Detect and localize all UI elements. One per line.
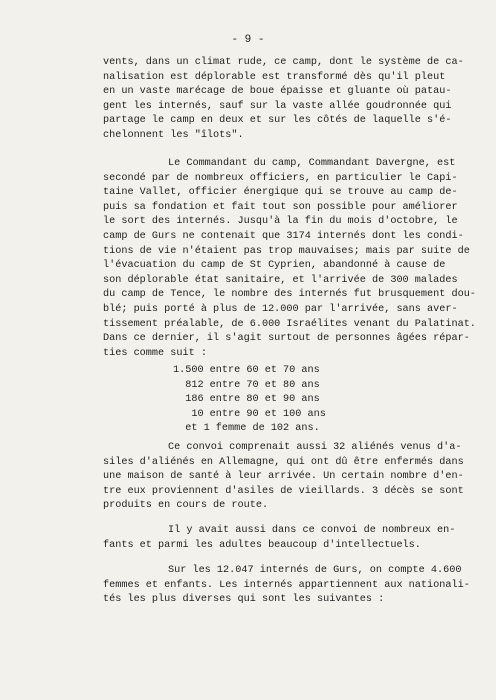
page-number: - 9 - bbox=[231, 34, 265, 46]
text-line: produits en cours de route. bbox=[103, 500, 269, 512]
text-line: camp de Gurs ne contenait que 3174 internés dont les condi- bbox=[103, 230, 464, 242]
text-line: en un vaste marécage de boue épaisse et gluante où patau- bbox=[103, 86, 452, 98]
text-line: puis sa fondation et fait tout son possible pour améliorer bbox=[103, 201, 458, 213]
text-line: Il y avait aussi dans ce convoi de nombreux en- bbox=[168, 525, 456, 536]
text-line: Ce convoi comprenait aussi 32 aliénés venus d'a- bbox=[168, 442, 462, 453]
text-line: ties comme suit : bbox=[103, 347, 207, 359]
text-line: l'évacuation du camp de St Cyprien, abandonné à cause de bbox=[103, 260, 446, 272]
text-line: vents, dans un climat rude, ce camp, dont le système de ca- bbox=[103, 57, 464, 68]
list-item: 812 entre 70 et 80 ans bbox=[173, 379, 320, 391]
text-line: Sur les 12.047 internés de Gurs, on compte 4.600 bbox=[168, 565, 462, 576]
text-line: siles d'aliénés en Allemagne, qui ont dû être enfermés dans bbox=[103, 456, 464, 468]
text-line: tissement préalable, de 6.000 Israélites venant du Palatinat. bbox=[103, 318, 476, 330]
text-line: partage le camp en deux et sur les côtés de laquelle s'é- bbox=[103, 115, 452, 127]
text-line: une maison de santé à leur arrivée. Un certain nombre d'en- bbox=[103, 471, 464, 483]
text-line: du camp de Tence, le nombre des internés fut brusquement dou- bbox=[103, 289, 476, 301]
text-line: tre eux proviennent d'asiles de vieillards. 3 décès se sont bbox=[103, 485, 464, 497]
text-line: chelonnent les "îlots". bbox=[103, 129, 244, 141]
text-line: tés les plus diverses qui sont les suivantes : bbox=[103, 594, 385, 606]
text-line: Le Commandant du camp, Commandant Davergne, est bbox=[168, 158, 456, 169]
list-item: et 1 femme de 102 ans. bbox=[173, 423, 320, 435]
text-line: fants et parmi les adultes beaucoup d'intellectuels. bbox=[103, 539, 421, 551]
text-line: Dans ce dernier, il s'agit surtout de personnes âgées répar- bbox=[103, 333, 470, 345]
text-line: femmes et enfants. Les internés appartiennent aux nationali- bbox=[103, 579, 470, 591]
list-item: 1.500 entre 60 et 70 ans bbox=[173, 365, 320, 376]
text-line: taine Vallet, officier énergique qui se trouve au camp de- bbox=[103, 187, 458, 199]
list-item: 10 entre 90 et 100 ans bbox=[173, 408, 326, 420]
list-item: 186 entre 80 et 90 ans bbox=[173, 394, 320, 406]
text-line: le sort des internés. Jusqu'à la fin du mois d'octobre, le bbox=[103, 216, 458, 228]
text-line: blé; puis porté à plus de 12.000 par l'arrivée, sans aver- bbox=[103, 303, 458, 315]
text-line: nalisation est déplorable est transformé dès qu'il pleut bbox=[103, 71, 446, 83]
text-line: tions de vie n'étaient pas trop mauvaises; mais par suite de bbox=[103, 245, 470, 257]
text-line: gent les internés, sauf sur la vaste allée goudronnée qui bbox=[103, 100, 452, 112]
text-line: secondé par de nombreux officiers, en particulier le Capi- bbox=[103, 172, 458, 184]
text-line: son déplorable état sanitaire, et l'arrivée de 300 malades bbox=[103, 274, 458, 286]
